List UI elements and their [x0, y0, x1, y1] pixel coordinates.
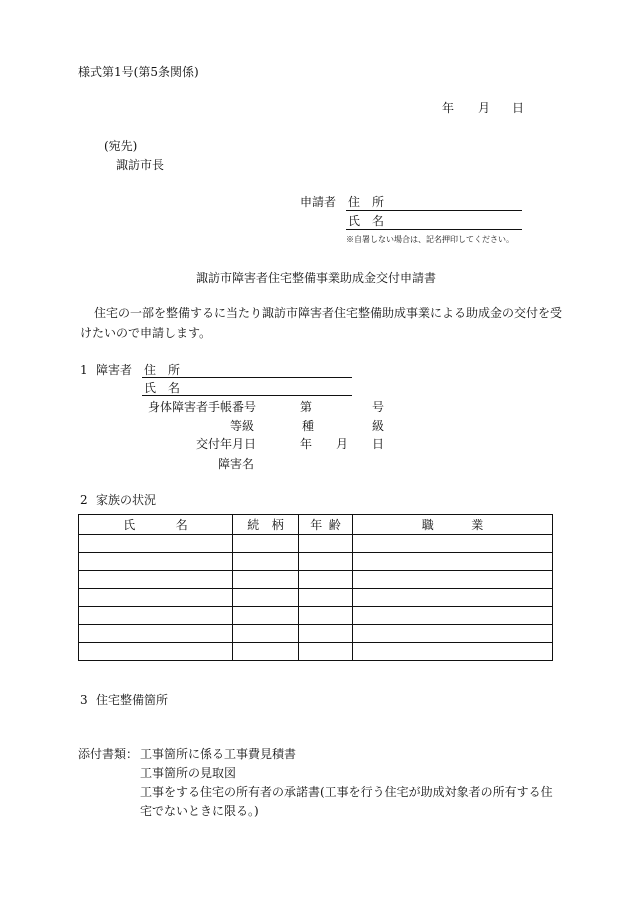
applicant-name-field[interactable]	[346, 229, 522, 230]
disability-name-label: 障害名	[218, 457, 255, 471]
type-label: 種	[302, 419, 315, 433]
cell-name[interactable]	[79, 625, 233, 643]
cell-name[interactable]	[79, 553, 233, 571]
cell-age[interactable]	[299, 571, 353, 589]
cell-occupation[interactable]	[353, 571, 553, 589]
cell-occupation[interactable]	[353, 589, 553, 607]
column-header-name: 氏 名	[79, 515, 233, 535]
addressee-name: 諏訪市長	[116, 158, 165, 172]
applicant-signature-note: ※自署しない場合は、記名押印してください。	[346, 235, 514, 244]
handbook-number-prefix: 第	[300, 400, 313, 414]
section3-label: 住宅整備箇所	[96, 693, 169, 707]
table-header-row	[79, 515, 553, 535]
issue-date-label: 交付年月日	[196, 437, 257, 451]
cell-age[interactable]	[299, 625, 353, 643]
cell-relationship[interactable]	[233, 535, 299, 553]
cell-name[interactable]	[79, 643, 233, 661]
section3-number: 3	[80, 693, 88, 707]
table-row	[79, 535, 553, 553]
issue-date-year: 年	[300, 437, 313, 451]
applicant-address-label: 住 所	[348, 195, 385, 209]
attachment-item: 工事箇所に係る工事費見積書	[140, 747, 297, 761]
applicant-address-field[interactable]	[346, 210, 522, 211]
cell-relationship[interactable]	[233, 625, 299, 643]
body-text-line1: 住宅の一部を整備するに当たり諏訪市障害者住宅整備助成事業による助成金の交付を受	[94, 306, 563, 320]
column-header-relationship: 続 柄	[233, 515, 299, 535]
table-row	[79, 625, 553, 643]
section1-number: 1	[80, 363, 88, 377]
section1-label: 障害者	[96, 363, 133, 377]
section2-label: 家族の状況	[96, 493, 157, 507]
cell-age[interactable]	[299, 589, 353, 607]
date-month: 月	[478, 101, 491, 115]
cell-name[interactable]	[79, 535, 233, 553]
attachment-item: 工事をする住宅の所有者の承諾書(工事を行う住宅が助成対象者の所有する住	[140, 785, 553, 799]
cell-relationship[interactable]	[233, 571, 299, 589]
cell-age[interactable]	[299, 535, 353, 553]
table-row	[79, 607, 553, 625]
issue-date-day: 日	[372, 437, 385, 451]
cell-occupation[interactable]	[353, 535, 553, 553]
document-title: 諏訪市障害者住宅整備事業助成金交付申請書	[196, 271, 437, 285]
handbook-number-label: 身体障害者手帳番号	[148, 400, 257, 414]
family-status-table	[78, 514, 553, 661]
section1-address-label: 住 所	[144, 363, 181, 377]
grade-suffix: 級	[372, 419, 385, 433]
cell-relationship[interactable]	[233, 553, 299, 571]
section2-number: 2	[80, 493, 88, 507]
attachment-item: 宅でないときに限る。)	[140, 804, 259, 818]
cell-occupation[interactable]	[353, 625, 553, 643]
table-row	[79, 589, 553, 607]
grade-label: 等級	[230, 419, 255, 433]
attachment-item: 工事箇所の見取図	[140, 766, 237, 780]
cell-occupation[interactable]	[353, 643, 553, 661]
cell-relationship[interactable]	[233, 607, 299, 625]
applicant-label: 申請者	[300, 195, 337, 209]
section1-address-field[interactable]	[142, 377, 352, 378]
cell-relationship[interactable]	[233, 589, 299, 607]
date-day: 日	[512, 101, 525, 115]
form-number: 様式第1号(第5条関係)	[78, 65, 199, 79]
cell-age[interactable]	[299, 553, 353, 571]
handbook-number-suffix: 号	[372, 400, 385, 414]
column-header-age: 年 齢	[299, 515, 353, 535]
cell-age[interactable]	[299, 643, 353, 661]
table-row	[79, 643, 553, 661]
attachments-label: 添付書類：	[78, 747, 139, 761]
cell-occupation[interactable]	[353, 553, 553, 571]
cell-age[interactable]	[299, 607, 353, 625]
cell-relationship[interactable]	[233, 643, 299, 661]
date-year: 年	[442, 101, 455, 115]
cell-name[interactable]	[79, 589, 233, 607]
cell-name[interactable]	[79, 607, 233, 625]
section1-name-field[interactable]	[142, 395, 352, 396]
cell-name[interactable]	[79, 571, 233, 589]
applicant-name-label: 氏 名	[348, 214, 385, 228]
section1-name-label: 氏 名	[144, 381, 181, 395]
table-row	[79, 571, 553, 589]
issue-date-month: 月	[336, 437, 349, 451]
column-header-occupation: 職 業	[353, 515, 553, 535]
cell-occupation[interactable]	[353, 607, 553, 625]
table-row	[79, 553, 553, 571]
addressee-prefix: (宛先)	[104, 139, 138, 153]
body-text-line2: けたいので申請します。	[80, 326, 212, 340]
